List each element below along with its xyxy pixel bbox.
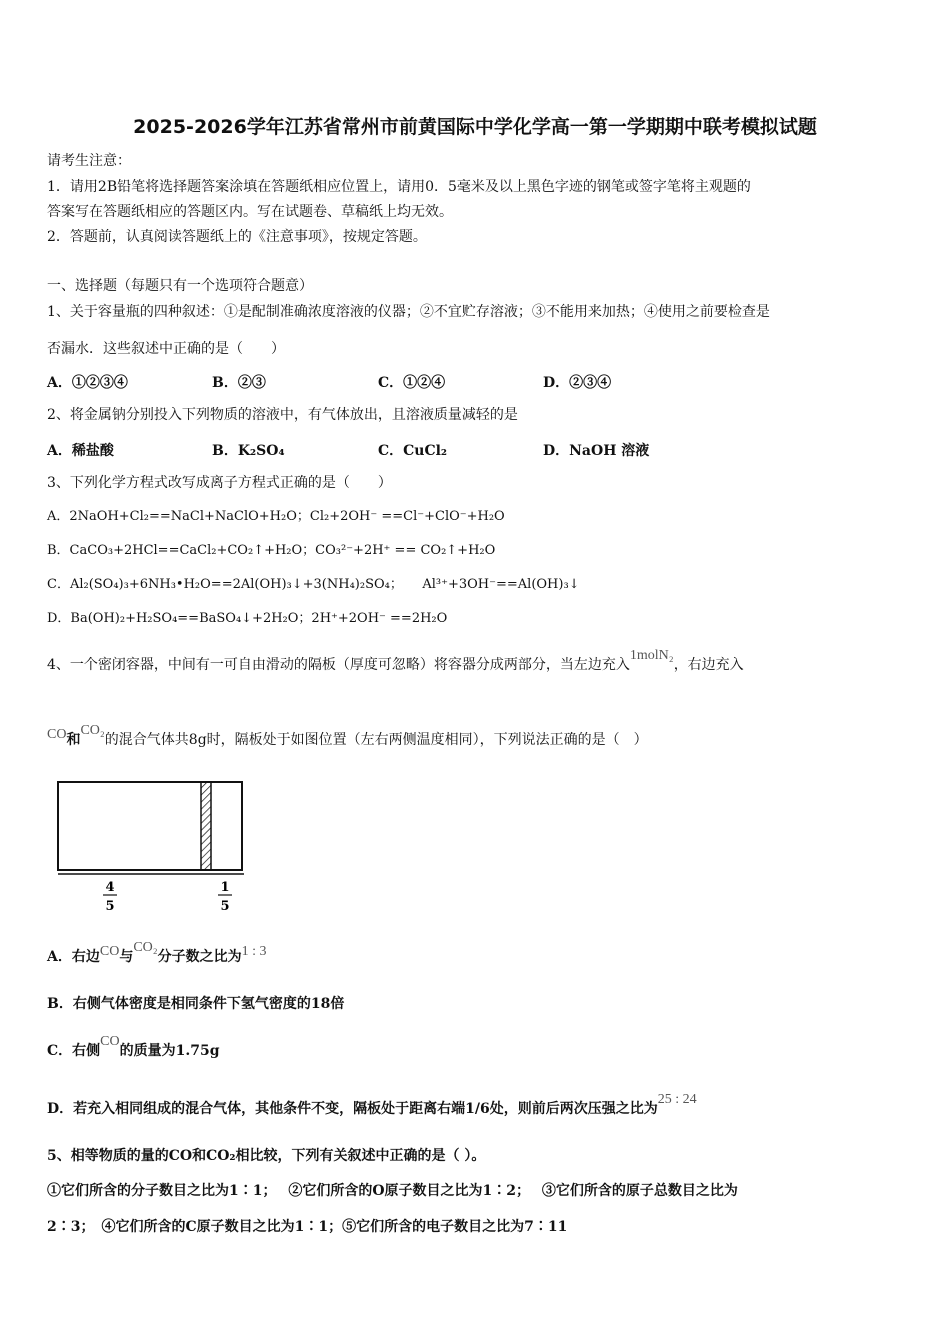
container-diagram bbox=[48, 778, 248, 918]
formula-co-a: CO bbox=[99, 944, 120, 959]
q1-stem: 1、关于容量瓶的四种叙述：①是配制准确浓度溶液的仪器；②不宜贮存溶液；③不能用来加热；④使用之前要检查是 bbox=[47, 304, 770, 320]
q4-stem bbox=[47, 648, 744, 675]
q2-option-c: C．CuCl₂ bbox=[378, 443, 448, 459]
q4-and: 和 bbox=[66, 732, 81, 748]
q4-option-c bbox=[47, 1034, 220, 1061]
q3-option-a: A．2NaOH+Cl₂==NaCl+NaClO+H₂O；Cl₂+2OH⁻ ==Cl⁻+ClO⁻+H₂O bbox=[47, 509, 505, 524]
notice-item-1-cont: 答案写在答题纸相应的答题区内。写在试题卷、草稿纸上均无效。 bbox=[47, 204, 453, 220]
q4-stem-tail: ，右边充入 bbox=[673, 657, 744, 673]
q1-option-d: D．②③④ bbox=[543, 375, 612, 391]
q4-c-post: 的质量为1.75g bbox=[119, 1043, 220, 1059]
formula-n2: 1molN₂ bbox=[629, 648, 674, 663]
q3-option-c: C．Al₂(SO₄)₃+6NH₃•H₂O==2Al(OH)₃↓+3(NH₄)₂SO₄； Al³⁺+3OH⁻==Al(OH)₃↓ bbox=[47, 577, 580, 592]
q4-a-pre: A．右边 bbox=[47, 949, 100, 965]
q3-option-b: B．CaCO₃+2HCl==CaCl₂+CO₂↑+H₂O；CO₃²⁻+2H⁺ == CO₂↑+H₂O bbox=[47, 543, 496, 558]
q4-stem-cont bbox=[47, 723, 648, 750]
q1-stem-cont: 否漏水．这些叙述中正确的是（ ） bbox=[47, 341, 285, 357]
q3-option-d: D．Ba(OH)₂+H₂SO₄==BaSO₄↓+2H₂O；2H⁺+2OH⁻ ==2H₂O bbox=[47, 611, 448, 626]
q3-stem: 3、下列化学方程式改写成离子方程式正确的是（ ） bbox=[47, 475, 392, 491]
ratio-25-24: 25 : 24 bbox=[657, 1092, 697, 1107]
q1-option-c: C．①②④ bbox=[378, 375, 446, 391]
q4-stem-text: 4、一个密闭容器，中间有一可自由滑动的隔板（厚度可忽略）将容器分成两部分，当左边充入 bbox=[47, 657, 630, 673]
ratio-1-3: 1 : 3 bbox=[241, 944, 267, 959]
q2-option-a: A．稀盐酸 bbox=[47, 443, 114, 459]
q2-option-d: D．NaOH 溶液 bbox=[543, 443, 650, 459]
q4-option-a bbox=[47, 940, 267, 967]
partition bbox=[201, 782, 211, 870]
label-right-den: 5 bbox=[220, 899, 230, 914]
q4-a-post: 分子数之比为 bbox=[157, 949, 242, 965]
section-heading: 一、选择题（每题只有一个选项符合题意） bbox=[47, 278, 313, 294]
q2-stem: 2、将金属钠分别投入下列物质的溶液中，有气体放出，且溶液质量减轻的是 bbox=[47, 407, 518, 423]
notice-item-1: 1．请用2B铅笔将选择题答案涂填在答题纸相应位置上，请用0．5毫米及以上黑色字迹的钢笔或签字笔将主观题的 bbox=[47, 179, 751, 195]
q1-option-b: B．②③ bbox=[212, 375, 266, 391]
q5-items-line1: ①它们所含的分子数目之比为1∶1； ②它们所含的O原子数目之比为1∶2； ③它们所含的原子总数目之比为 bbox=[47, 1183, 738, 1199]
label-right-num: 1 bbox=[220, 880, 230, 895]
q4-d-text: D．若充入相同组成的混合气体，其他条件不变，隔板处于距离右端1/6处，则前后两次压强之比为 bbox=[47, 1101, 658, 1117]
q4-option-d bbox=[47, 1092, 697, 1119]
q4-c-pre: C．右侧 bbox=[47, 1043, 101, 1059]
q4-a-mid: 与 bbox=[119, 949, 134, 965]
container-outline bbox=[58, 782, 242, 870]
formula-co: CO bbox=[47, 727, 67, 742]
notice-item-2: 2．答题前，认真阅读答题纸上的《注意事项》，按规定答题。 bbox=[47, 229, 427, 245]
q4-stem-cont-text: 的混合气体共8g时，隔板处于如图位置（左右两侧温度相同），下列说法正确的是（ ） bbox=[104, 732, 648, 748]
formula-co-c: CO bbox=[100, 1034, 120, 1049]
q2-option-b: B．K₂SO₄ bbox=[212, 443, 285, 459]
q1-option-a: A．①②③④ bbox=[47, 375, 128, 391]
q5-stem: 5、相等物质的量的CO和CO₂相比较，下列有关叙述中正确的是（ ）。 bbox=[47, 1148, 486, 1164]
formula-co2-a: CO₂ bbox=[133, 940, 158, 955]
q4-option-b: B．右侧气体密度是相同条件下氢气密度的18倍 bbox=[47, 996, 345, 1012]
notice-heading: 请考生注意： bbox=[47, 153, 131, 169]
page-title: 2025-2026学年江苏省常州市前黄国际中学化学高一第一学期期中联考模拟试题 bbox=[133, 116, 817, 138]
formula-co2: CO₂ bbox=[80, 723, 105, 738]
label-left-num: 4 bbox=[105, 880, 115, 895]
label-left-den: 5 bbox=[105, 899, 115, 914]
q5-items-line2: 2∶3； ④它们所含的C原子数目之比为1∶1；⑤它们所含的电子数目之比为7∶11 bbox=[47, 1219, 568, 1235]
